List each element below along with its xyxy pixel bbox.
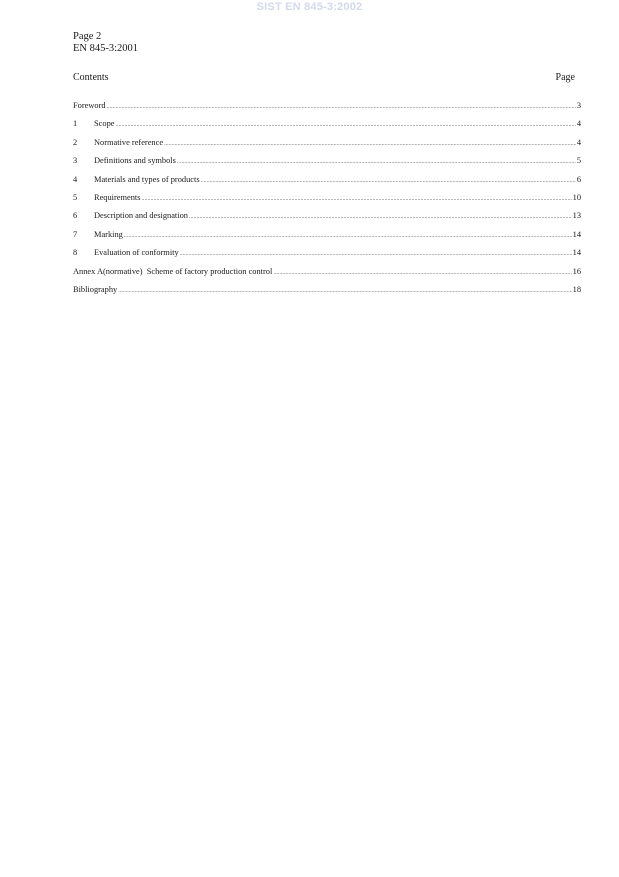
toc-entry-evaluation[interactable] xyxy=(73,247,581,265)
toc-entry-description[interactable] xyxy=(73,210,581,228)
toc-entry-page: 13 xyxy=(572,211,581,221)
toc-entry-number: 2 xyxy=(73,137,78,147)
toc-entry-page: 6 xyxy=(576,174,581,184)
toc-entry-title: Normative reference xyxy=(94,137,164,147)
table-of-contents xyxy=(73,100,581,302)
toc-leader-dots xyxy=(164,139,576,150)
toc-entry-materials[interactable] xyxy=(73,174,581,192)
toc-entry-title: Definitions and symbols xyxy=(94,156,176,166)
page-header xyxy=(73,31,138,55)
toc-entry-page: 14 xyxy=(572,229,581,239)
toc-entry-title: Bibliography xyxy=(73,284,118,294)
toc-entry-page: 16 xyxy=(572,266,581,276)
standard-designation: EN 845-3:2001 xyxy=(73,43,139,54)
toc-entry-number: 1 xyxy=(73,119,78,129)
toc-entry-number: 5 xyxy=(73,192,78,202)
toc-entry-page: 14 xyxy=(572,248,581,258)
toc-entry-page: 4 xyxy=(576,119,581,129)
toc-entry-title: Foreword xyxy=(73,101,106,110)
toc-entry-title: Requirements xyxy=(94,192,141,202)
toc-entry-number: 3 xyxy=(73,156,78,166)
toc-leader-dots xyxy=(273,268,571,279)
toc-entry-number: 4 xyxy=(73,174,78,184)
toc-leader-dots xyxy=(124,231,572,242)
watermark: SIST EN 845-3:2002 xyxy=(256,1,363,13)
toc-entry-title: Materials and types of products xyxy=(94,174,200,184)
toc-entry-annex-a[interactable] xyxy=(73,266,581,284)
toc-entry-page: 5 xyxy=(576,156,581,166)
toc-entry-foreword[interactable] xyxy=(73,100,581,118)
toc-leader-dots xyxy=(115,120,575,131)
toc-entry-title: Scope xyxy=(94,119,115,129)
contents-heading: Contents xyxy=(73,72,109,83)
toc-leader-dots xyxy=(180,249,572,260)
page-column-heading: Page xyxy=(555,72,575,83)
toc-entry-number: 8 xyxy=(73,248,78,258)
toc-entry-title: Description and designation xyxy=(94,211,188,221)
toc-entry-page: 10 xyxy=(572,192,581,202)
toc-entry-page: 3 xyxy=(576,101,581,110)
contents-heading-row xyxy=(73,72,575,84)
toc-entry-number: 6 xyxy=(73,211,78,221)
toc-entry-page: 4 xyxy=(576,137,581,147)
page-number: Page 2 xyxy=(73,31,102,42)
toc-entry-page: 18 xyxy=(572,284,581,294)
toc-entry-scope[interactable] xyxy=(73,118,581,136)
toc-leader-dots xyxy=(177,157,576,168)
toc-entry-definitions[interactable] xyxy=(73,155,581,173)
toc-entry-number: 7 xyxy=(73,229,78,239)
toc-leader-dots xyxy=(201,176,576,187)
toc-entry-normative-reference[interactable] xyxy=(73,137,581,155)
toc-entry-title: Annex A(normative) Scheme of factory production control xyxy=(73,266,273,276)
toc-leader-dots xyxy=(189,212,572,223)
toc-entry-marking[interactable] xyxy=(73,229,581,247)
toc-entry-requirements[interactable] xyxy=(73,192,581,210)
toc-leader-dots xyxy=(107,102,576,113)
toc-leader-dots xyxy=(142,194,572,205)
toc-leader-dots xyxy=(118,286,571,297)
toc-entry-bibliography[interactable] xyxy=(73,284,581,302)
toc-entry-title: Evaluation of conformity xyxy=(94,248,179,258)
toc-entry-title: Marking xyxy=(94,229,123,239)
